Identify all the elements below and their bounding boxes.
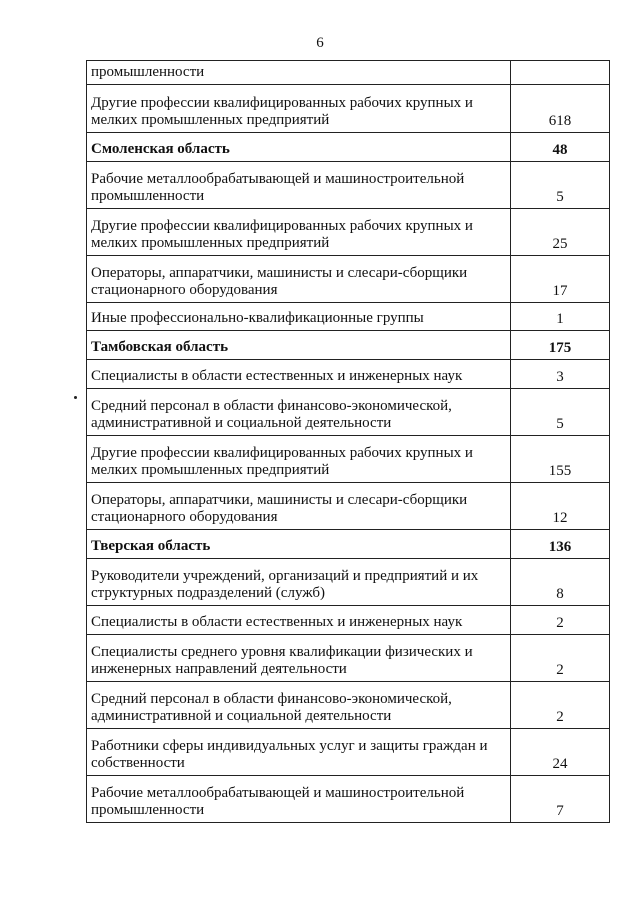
quota-value-cell: 1 [511, 303, 610, 331]
quota-value-cell: 12 [511, 483, 610, 530]
quota-value-cell: 3 [511, 360, 610, 389]
profession-name-cell: Операторы, аппаратчики, машинисты и слесари-сборщики стационарного оборудования [87, 256, 511, 303]
table-row [87, 360, 610, 389]
quota-value-cell: 25 [511, 209, 610, 256]
region-name-cell: Тамбовская область [87, 331, 511, 360]
profession-name-cell: Специалисты среднего уровня квалификации физических и инженерных направлений деятельности [87, 635, 511, 682]
quota-value-cell: 7 [511, 776, 610, 823]
table-row [87, 776, 610, 823]
table-row [87, 209, 610, 256]
region-total-cell: 175 [511, 331, 610, 360]
table-row [87, 61, 610, 85]
profession-name-cell: Рабочие металлообрабатывающей и машиностроительной промышленности [87, 162, 511, 209]
region-name-cell: Смоленская область [87, 133, 511, 162]
quota-table [86, 60, 610, 823]
quota-value-cell: 2 [511, 635, 610, 682]
profession-name-cell: Специалисты в области естественных и инженерных наук [87, 606, 511, 635]
quota-value-cell: 2 [511, 682, 610, 729]
quota-value-cell [511, 61, 610, 85]
profession-name-cell: Иные профессионально-квалификационные группы [87, 303, 511, 331]
table-row [87, 729, 610, 776]
quota-value-cell: 24 [511, 729, 610, 776]
quota-value-cell: 155 [511, 436, 610, 483]
profession-name-cell: Работники сферы индивидуальных услуг и защиты граждан и собственности [87, 729, 511, 776]
profession-name-cell: Специалисты в области естественных и инженерных наук [87, 360, 511, 389]
profession-name-cell: Операторы, аппаратчики, машинисты и слесари-сборщики стационарного оборудования [87, 483, 511, 530]
quota-value-cell: 17 [511, 256, 610, 303]
table-row [87, 303, 610, 331]
table-row [87, 635, 610, 682]
table-row [87, 483, 610, 530]
region-total-cell: 48 [511, 133, 610, 162]
table-row [87, 436, 610, 483]
profession-name-cell: Другие профессии квалифицированных рабочих крупных и мелких промышленных предприятий [87, 85, 511, 133]
table-row [87, 85, 610, 133]
quota-value-cell: 618 [511, 85, 610, 133]
profession-name-cell: Средний персонал в области финансово-экономической, административной и социальной деятельности [87, 682, 511, 729]
table-row [87, 559, 610, 606]
region-row [87, 133, 610, 162]
quota-value-cell: 2 [511, 606, 610, 635]
quota-value-cell: 5 [511, 389, 610, 436]
region-row [87, 530, 610, 559]
profession-name-cell: Руководители учреждений, организаций и предприятий и их структурных подразделений (служб) [87, 559, 511, 606]
table-row [87, 389, 610, 436]
quota-value-cell: 5 [511, 162, 610, 209]
scan-dot-mark [74, 396, 77, 399]
region-total-cell: 136 [511, 530, 610, 559]
quota-value-cell: 8 [511, 559, 610, 606]
table-row [87, 682, 610, 729]
region-name-cell: Тверская область [87, 530, 511, 559]
profession-name-cell: Другие профессии квалифицированных рабочих крупных и мелких промышленных предприятий [87, 209, 511, 256]
page-number: 6 [316, 35, 324, 51]
quota-table-body [87, 61, 610, 823]
region-row [87, 331, 610, 360]
profession-name-cell: Средний персонал в области финансово-экономической, административной и социальной деятельности [87, 389, 511, 436]
table-row [87, 162, 610, 209]
table-row [87, 256, 610, 303]
table-row [87, 606, 610, 635]
profession-name-cell: промышленности [87, 61, 511, 85]
profession-name-cell: Рабочие металлообрабатывающей и машиностроительной промышленности [87, 776, 511, 823]
profession-name-cell: Другие профессии квалифицированных рабочих крупных и мелких промышленных предприятий [87, 436, 511, 483]
